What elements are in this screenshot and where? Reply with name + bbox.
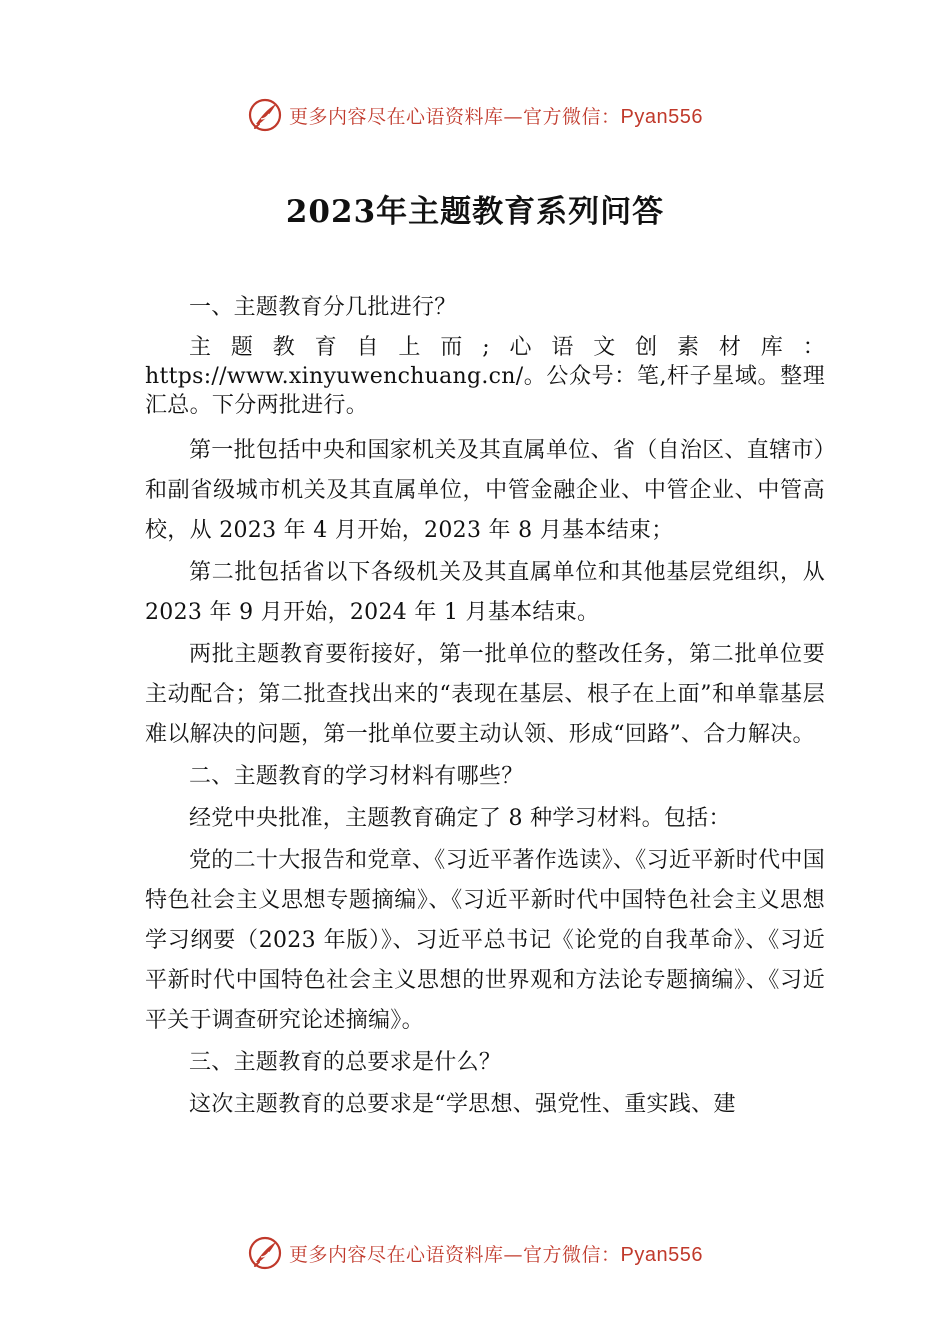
header-banner-content (247, 97, 703, 133)
wechat-id: Pyan556 (620, 105, 703, 128)
paragraph: 两批主题教育要衔接好，第一批单位的整改任务，第二批单位要主动配合；第二批查找出来的“表现在基层、根子在上面”和单靠基层难以解决的问题，第一批单位要主动认领、形成“回路”、合力解决。 (145, 642, 825, 747)
paragraph: 第二批包括省以下各级机关及其直属单位和其他基层党组织，从 2023 年 9 月开始，2024 年 1 月基本结束。 (145, 560, 825, 625)
quill-logo-icon (247, 97, 283, 133)
document-body (145, 288, 825, 1127)
paragraph: 第一批包括中央和国家机关及其直属单位、省（自治区、直辖市）和副省级城市机关及其直属单位，中管金融企业、中管企业、中管高校，从 2023 年 4 月开始，2023 年 8 月基本结束； (145, 438, 825, 543)
document-title: 2023年主题教育系列问答 (285, 194, 665, 230)
footer-banner (0, 1233, 950, 1273)
question-heading-3: 三、主题教育的总要求是什么？ (189, 1050, 502, 1075)
banner-label: 更多内容尽在心语资料库—官方微信： (289, 105, 621, 128)
banner-text (289, 1240, 703, 1267)
footer-banner-content (247, 1235, 703, 1271)
question-heading-2: 二、主题教育的学习材料有哪些？ (189, 764, 524, 789)
wechat-id: Pyan556 (620, 1243, 703, 1266)
paragraph: 经党中央批准，主题教育确定了 8 种学习材料。包括： (189, 806, 731, 831)
question-heading-1: 一、主题教育分几批进行？ (189, 295, 457, 320)
paragraph: 这次主题教育的总要求是“学思想、强党性、重实践、建 (189, 1092, 736, 1117)
paragraph: 党的二十大报告和党章、《习近平著作选读》、《习近平新时代中国特色社会主义思想专题摘编》、《习近平新时代中国特色社会主义思想学习纲要（2023 年版）》、习近平总书记《论党的自我革命》、《习近平新时代中国特色社会主义思想的世界观和方法论专题摘编》、《习近平关于调查研究论述摘编》。 (145, 848, 826, 1033)
paragraph: 主题教育自上而;心语文创素材库：https://www.xinyuwenchuang.cn/。公众号：笔,杆子星域。整理汇总。下分两批进行。 (145, 335, 825, 418)
banner-label: 更多内容尽在心语资料库—官方微信： (289, 1243, 621, 1266)
header-banner (0, 95, 950, 135)
quill-logo-icon (247, 1235, 283, 1271)
banner-text (289, 102, 703, 129)
